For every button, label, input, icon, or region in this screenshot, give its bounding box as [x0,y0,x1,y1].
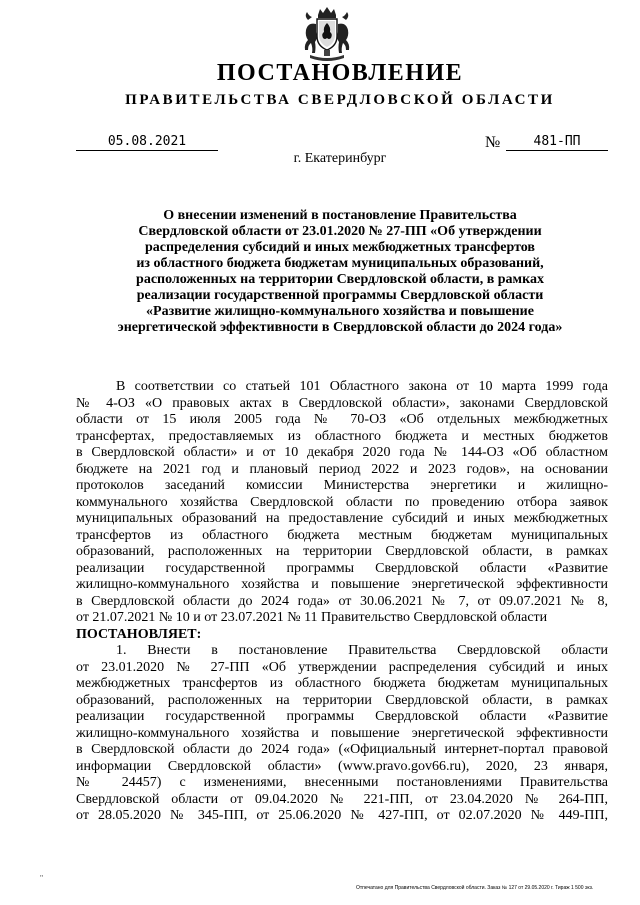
item1-line: образований, расположенных на территории Свердловской области, в рамках [76,692,608,708]
city-line: г. Екатеринбург [293,151,387,166]
preamble-line: трансфертах, предоставляемых из областного бюджета и местных бюджетов [76,428,608,444]
item1-line: 1. Внести в постановление Правительства Свердловской области [116,643,608,658]
document-type-heading: ПОСТАНОВЛЕНИЕ [216,60,464,86]
document-number: 481-ПП [506,133,608,151]
item1-line: информации Свердловской области» (www.pravo.gov66.ru), 2020, 23 января, [76,758,608,774]
preamble-line: бюджете на 2021 год и плановый период 2022 и 2023 годов», на основании [76,461,608,477]
item1-line: № 24457) с изменениями, внесенными постановлениями Правительства [76,775,608,790]
title-line: расположенных на территории Свердловской области, в рамках [136,272,544,287]
preamble-line: в Свердловской области до 2024 года» от 30.06.2021 № 7, от 09.07.2021 № 8, [76,593,608,609]
corner-mark: '' [40,874,44,883]
preamble-line: реализации государственной программы Свердловской области «Развитие [76,560,608,576]
preamble-line: области от 15 июля 2005 года № 70-ОЗ «Об отдельных межбюджетных [76,412,608,427]
preamble-line: в Свердловской области» и от 10 декабря 2020 года № 144-ОЗ «Об областном [76,445,608,460]
title-line: энергетической эффективности в Свердловской области до 2024 года» [117,320,563,335]
preamble-line: № 4-ОЗ «О правовых актах в Свердловской области», законами Свердловской [76,395,608,411]
item1-line: Свердловской области от 09.04.2020 № 221-ПП, от 23.04.2020 № 264-ПП, [76,791,608,807]
coat-of-arms-icon [298,6,356,64]
document-title [90,208,590,336]
title-line: реализации государственной программы Свердловской области [136,288,544,303]
title-line: распределения субсидий и иных межбюджетных трансфертов [144,240,535,255]
document-date: 05.08.2021 [76,133,218,151]
preamble-line: муниципальных образований на предоставление субсидий и иных межбюджетных [76,511,608,526]
title-line: из областного бюджета бюджетам муниципальных образований, [136,256,544,271]
preamble-line: трансфертов из областного бюджета местным бюджетам муниципальных [76,527,608,543]
item1-line: реализации государственной программы Свердловской области «Развитие [76,709,608,724]
document-body [76,379,608,825]
item1-line: от 28.05.2020 № 345-ПП, от 25.06.2020 № 427-ПП, от 02.07.2020 № 449-ПП, [76,808,608,823]
item1-line: межбюджетных трансфертов из областного бюджета бюджетам муниципальных [76,676,608,691]
title-line: Свердловской области от 23.01.2020 № 27-ПП «Об утверждении [138,224,542,239]
preamble-line: В соответствии со статьей 101 Областного закона от 10 марта 1999 года [116,379,608,394]
preamble-line: от 21.07.2021 № 10 и от 23.07.2021 № 11 Правительство Свердловской области [76,610,548,625]
print-note: Отпечатано для Правительства Свердловской области. Заказ № 127 от 29.05.2020 г. Тираж 1 500 экз. [356,885,594,891]
title-line: «Развитие жилищно-коммунального хозяйства и повышение [146,304,534,319]
resolves-heading: ПОСТАНОВЛЯЕТ: [76,626,202,642]
title-line: О внесении изменений в постановление Правительства [163,208,517,223]
preamble-line: жилищно-коммунального хозяйства и повышение энергетической эффективности [76,577,608,592]
preamble-line: образований, расположенных на территории Свердловской области, в рамках [76,544,608,559]
issuer-heading: ПРАВИТЕЛЬСТВА СВЕРДЛОВСКОЙ ОБЛАСТИ [125,92,555,108]
item1-line: в Свердловской области до 2024 года» («Официальный интернет-портал правовой [76,742,608,757]
item1-line: жилищно-коммунального хозяйства и повышение энергетической эффективности [76,725,608,741]
item1-line: от 23.01.2020 № 27-ПП «Об утверждении распределения субсидий и иных [76,659,608,675]
preamble-line: коммунального хозяйства Свердловской области по проведению отбора заявок [76,494,608,510]
number-sign: № [485,134,501,151]
preamble-line: протоколов заседаний комиссии Министерства энергетики и жилищно- [76,478,608,493]
